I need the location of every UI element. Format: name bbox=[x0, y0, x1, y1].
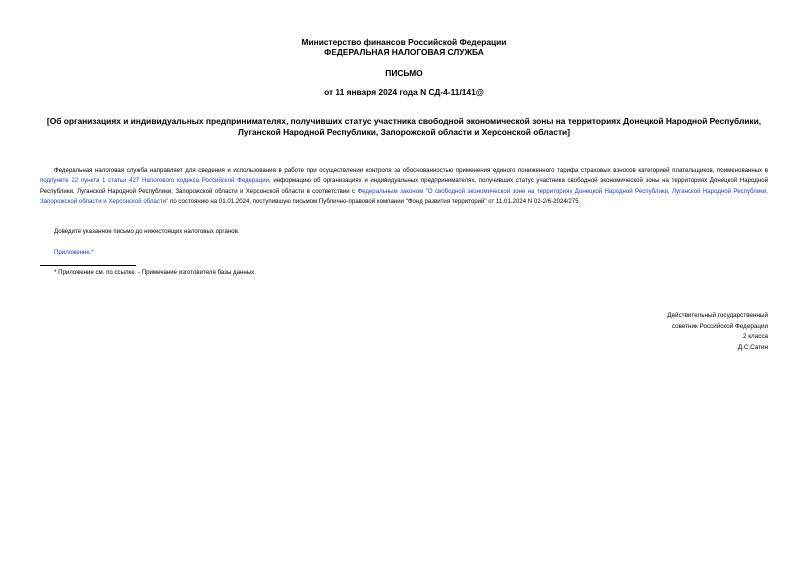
tax-code-link[interactable]: подпункте 22 пункта 1 статьи 427 Налогового кодекса Российской Федерации bbox=[40, 177, 269, 185]
footnote-text: * Приложение см. по ссылке. - Примечание изготовителя базы данных. bbox=[54, 269, 256, 276]
body-text-part-2: , информацию об организациях и индивидуальных предпринимателях, получивших статус участника свободной экономической зоны на территориях Донецкой Народной Республики, Луганской Народной Республики, Запорожской области и Херсонской области в соответствии с bbox=[40, 177, 768, 195]
service-name: ФЕДЕРАЛЬНАЯ НАЛОГОВАЯ СЛУЖБА bbox=[324, 47, 484, 57]
signature-block bbox=[667, 311, 768, 353]
footnote-divider bbox=[40, 265, 136, 266]
document-title: [Об организациях и индивидуальных предпринимателях, получивших статус участника свободной экономической зоны на территориях Донецкой Народной Республики, Луганской Народной Республики, Запорожской области и Херсонской области] bbox=[46, 116, 762, 137]
federal-law-link[interactable]: Федеральным законом "О свободной экономической зоне на территориях Донецкой Народной Республики, Луганской Народной Республики, Запорожской области и Херсонской области" bbox=[40, 187, 768, 205]
signatory-name: Д.С.Сатин bbox=[737, 343, 768, 351]
document-header bbox=[40, 37, 768, 57]
signature-line-1: Действительный государственный bbox=[667, 312, 768, 319]
body-text-part-1: Федеральная налоговая служба направляет для сведения и использования в работе при осуществлении контроля за обоснованностью применения единого пониженного тарифа страховых взносов категорией плательщиков, поименованных в bbox=[54, 167, 768, 174]
attachment-link[interactable]: Приложение.* bbox=[54, 249, 94, 256]
document-date-number: от 11 января 2024 года N СД-4-11/141@ bbox=[324, 87, 484, 97]
ministry-name: Министерство финансов Российской Федерации bbox=[301, 37, 507, 47]
body-paragraph bbox=[40, 166, 768, 207]
closing-instruction: Доведите указанное письмо до нижестоящих налоговых органов. bbox=[54, 228, 240, 235]
body-text-part-3: по состоянию на 01.01.2024, поступившую письмом Публично-правовой компании "Фонд развития территорий" от 11.01.2024 N 02-2/6-2024/275. bbox=[168, 197, 581, 205]
signature-line-2: советник Российской Федерации bbox=[671, 322, 768, 330]
signature-line-3: 2 класса bbox=[742, 333, 768, 340]
document-type: ПИСЬМО bbox=[385, 68, 423, 78]
